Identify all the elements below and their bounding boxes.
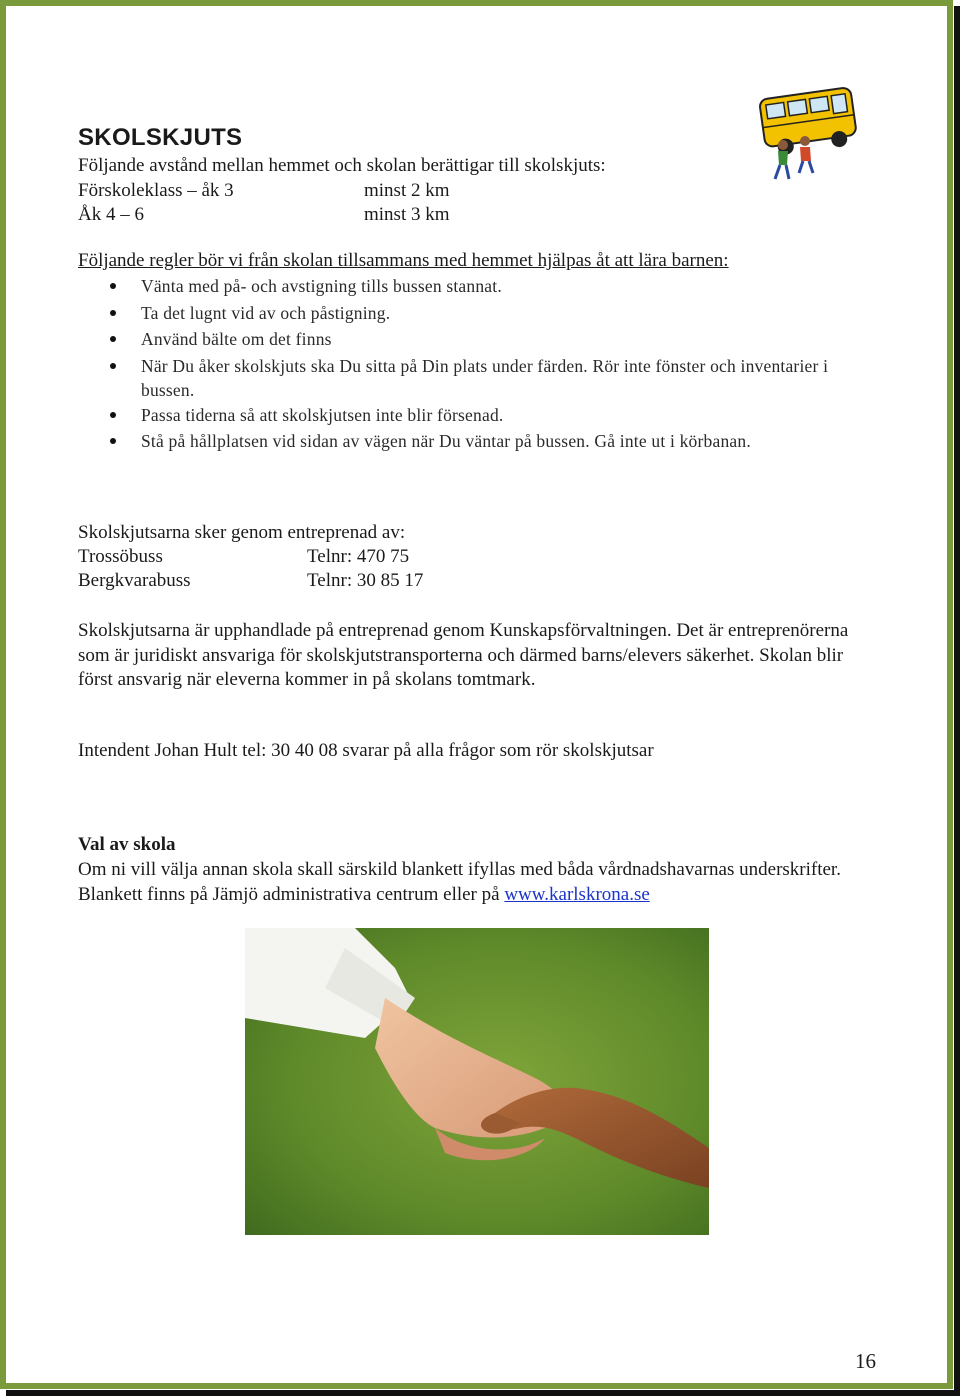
rule-item: Ta det lugnt vid av och påstigning. <box>78 301 858 326</box>
school-choice-paragraph <box>78 858 868 907</box>
rule-item: När Du åker skolskjuts ska Du sitta på Din plats under färden. Rör inte fönster och inventarier i bussen. <box>78 354 858 403</box>
bullet-icon <box>110 336 116 342</box>
distance-grade-2: Åk 4 – 6 <box>78 204 144 225</box>
intendent-contact: Intendent Johan Hult tel: 30 40 08 svarar på alla frågor som rör skolskjutsar <box>78 740 654 761</box>
bullet-icon <box>110 283 116 289</box>
rule-item: Passa tiderna så att skolskjutsen inte blir försenad. <box>78 403 858 428</box>
contractor-phone-2: Telnr: 30 85 17 <box>307 570 424 591</box>
distance-value-1: minst 2 km <box>364 180 450 201</box>
school-choice-heading: Val av skola <box>78 834 176 855</box>
bullet-icon <box>110 310 116 316</box>
hands-photo <box>245 928 709 1235</box>
rule-item: Stå på hållplatsen vid sidan av vägen när Du väntar på bussen. Gå inte ut i körbanan. <box>78 429 858 454</box>
distance-grade-1: Förskoleklass – åk 3 <box>78 180 234 201</box>
bullet-icon <box>110 363 116 369</box>
bullet-icon <box>110 438 116 444</box>
intro-text: Följande avstånd mellan hemmet och skolan berättigar till skolskjuts: <box>78 155 606 176</box>
karlskrona-link[interactable]: www.karlskrona.se <box>504 883 650 905</box>
rule-item: Använd bälte om det finns <box>78 327 858 352</box>
responsibility-paragraph: Skolskjutsarna är upphandlade på entreprenad genom Kunskapsförvaltningen. Det är entreprenörerna som är juridiskt ansvariga för skolskjutstransporterna och därmed barns/elevers säkerhet. Skolan blir först ansvarig när eleverna kommer in på skolans tomtmark. <box>78 620 849 690</box>
contractor-phone-1: Telnr: 470 75 <box>307 546 410 567</box>
contractors-heading: Skolskjutsarna sker genom entreprenad av: <box>78 522 406 543</box>
page-title: SKOLSKJUTS <box>78 124 243 151</box>
contractor-name-2: Bergkvarabuss <box>78 570 191 591</box>
bullet-icon <box>110 412 116 418</box>
rule-item: Vänta med på- och avstigning tills bussen stannat. <box>78 274 858 299</box>
page-number: 16 <box>855 1349 876 1373</box>
contractor-name-1: Trossöbuss <box>78 546 163 567</box>
distance-value-2: minst 3 km <box>364 204 450 225</box>
school-bus-icon <box>755 85 865 185</box>
school-choice-text: Om ni vill välja annan skola skall särskild blankett ifyllas med båda vårdnadshavarnas underskrifter. Blankett finns på Jämjö administrativa centrum eller på <box>78 859 841 905</box>
rules-list <box>78 274 858 454</box>
rules-heading: Följande regler bör vi från skolan tillsammans med hemmet hjälpas åt att lära barnen: <box>78 250 729 271</box>
